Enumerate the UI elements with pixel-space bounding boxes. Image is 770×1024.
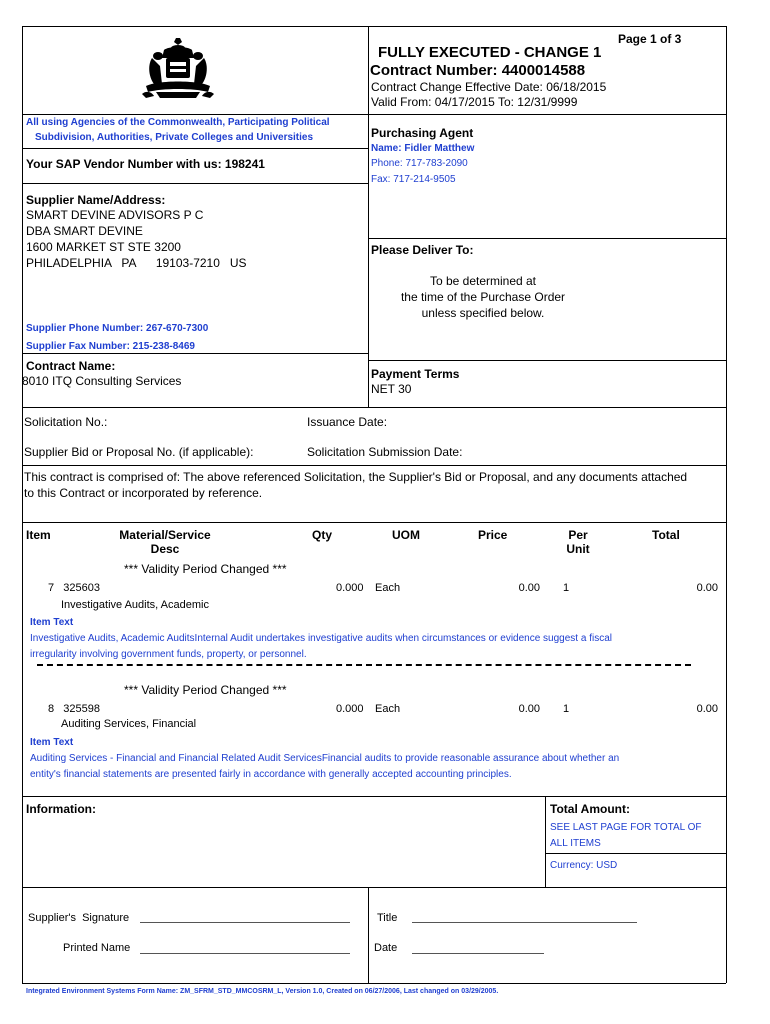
col-header-uom: UOM [392,528,420,542]
item-text-label: Item Text [30,737,74,748]
supplier-address-line: 1600 MARKET ST STE 3200 [26,240,181,254]
rule-full-signatures [22,887,726,888]
suppliers-signature-line[interactable] [140,922,350,923]
col-header-per-unit: Per Unit [566,528,590,556]
title-line[interactable] [412,922,637,923]
comprised-of-text [24,469,724,501]
title-label: Title [377,912,398,924]
rule-right-agent [368,114,726,115]
comprised-of-line1: This contract is comprised of: The above referenced Solicitation, the Supplier's Bid or Proposal, and any documents attached [24,470,688,484]
rule-full-table-head [22,522,726,523]
date-label: Date [374,942,398,954]
item-text-body: Auditing Services - Financial and Financial Related Audit ServicesFinancial audits to provide reasonable assurance about whether an entity's financial statements are presented fairly in accordance with generally accepted accounting principles. [30,753,620,780]
rule-left-supplier [22,183,368,184]
issuance-date: Issuance Date: [307,415,388,429]
rule-right-deliver [368,238,726,239]
printed-name-line[interactable] [140,953,350,954]
rule-right-payment [368,360,726,361]
page-indicator: Page 1 of 3 [618,32,682,46]
deliver-to-line: unless specified below. [421,306,545,320]
row-description: Investigative Audits, Academic [61,599,209,611]
total-amount-heading: Total Amount: [550,802,630,816]
contract-name-heading: Contract Name: [26,359,116,373]
rule-left-vendor [22,148,368,149]
frame-left [22,26,23,983]
supplier-heading: Supplier Name/Address: [26,193,166,207]
deliver-to-text [368,273,598,321]
row-total: 0.00 [696,582,718,594]
supplier-address-line: PHILADELPHIA PA 19103-7210 US [26,256,247,270]
suppliers-signature-label: Supplier's Signature [28,912,130,924]
agencies-note-line2: Subdivision, Authorities, Private Colleges and Universities [35,132,314,143]
row-per: 1 [563,582,570,594]
solicitation-no: Solicitation No.: [24,415,108,429]
row-qty: 0.000 [336,703,364,715]
deliver-to-heading: Please Deliver To: [371,243,474,257]
contract-number: 4400014588 [501,62,586,79]
row-per: 1 [563,703,570,715]
frame-bottom [22,983,726,984]
contract-name-value: 8010 ITQ Consulting Services [22,374,182,388]
row-price: 0.00 [518,582,540,594]
col-header-qty: Qty [312,528,333,542]
row-qty: 0.000 [336,582,364,594]
supplier-phone: Supplier Phone Number: 267-670-7300 [26,323,209,334]
currency: Currency: USD [550,860,618,871]
divider-signatures [368,887,369,983]
row-total: 0.00 [696,703,718,715]
change-effective-date: Contract Change Effective Date: 06/18/2015 [371,80,607,94]
deliver-to-line: To be determined at [429,274,537,288]
rule-currency [545,853,726,854]
agencies-note-line1: All using Agencies of the Commonwealth, Participating Political [26,117,330,128]
frame-right [726,26,727,983]
form-footer: Integrated Environment Systems Form Name: ZM_SFRM_STD_MMCOSRM_L, Version 1.0, Created on 06/27/2006, Last changed on 03/29/2005. [26,988,499,995]
validity-changed-note: *** Validity Period Changed *** [124,562,287,576]
sap-vendor-number: Your SAP Vendor Number with us: 198241 [26,157,265,171]
rule-full-solicit [22,407,726,408]
rule-full-information [22,796,726,797]
row-price: 0.00 [518,703,540,715]
divider-total [545,796,546,887]
payment-terms-value: NET 30 [371,382,412,396]
supplier-address [26,207,247,271]
divider-upper [368,26,369,407]
rule-full-comprised [22,465,726,466]
validity-changed-note: *** Validity Period Changed *** [124,683,287,697]
item-text-body: Investigative Audits, Academic AuditsInternal Audit undertakes investigative audits when circumstances or evidence suggest a fiscal irregularity involving government funds, property, or personnel. [30,633,612,660]
date-line[interactable] [412,953,544,954]
contract-number-line [370,62,585,79]
col-header-desc: Material/Service Desc [119,528,211,556]
row-item-number: 8 325598 [48,703,100,715]
row-item-number: 7 325603 [48,582,100,594]
col-header-price: Price [478,528,508,542]
total-amount-note: SEE LAST PAGE FOR TOTAL OF ALL ITEMS [550,822,702,849]
valid-from-to: Valid From: 04/17/2015 To: 12/31/9999 [371,95,578,109]
purchasing-agent-name: Name: Fidler Matthew [371,143,475,154]
purchasing-agent-fax: Fax: 717-214-9505 [371,174,456,185]
supplier-bid-no: Supplier Bid or Proposal No. (if applicable): [24,445,254,459]
information-heading: Information: [26,802,96,816]
row-uom: Each [375,703,401,715]
supplier-address-line: SMART DEVINE ADVISORS P C [26,208,204,222]
row-uom: Each [375,582,401,594]
frame-top [22,26,726,27]
contract-number-label: Contract Number: [370,62,498,79]
item-text-label: Item Text [30,617,74,628]
item-separator [37,664,691,666]
commonwealth-seal-icon [138,36,218,100]
purchasing-agent-phone: Phone: 717-783-2090 [371,158,468,169]
supplier-address-line: DBA SMART DEVINE [26,224,143,238]
payment-terms-heading: Payment Terms [371,367,460,381]
row-description: Auditing Services, Financial [61,718,197,730]
printed-name-label: Printed Name [63,942,131,954]
document-title: FULLY EXECUTED - CHANGE 1 [378,44,602,61]
col-header-item: Item [26,528,51,542]
purchasing-agent-heading: Purchasing Agent [371,126,474,140]
col-header-total: Total [652,528,680,542]
deliver-to-line: the time of the Purchase Order [400,290,566,304]
supplier-fax: Supplier Fax Number: 215-238-8469 [26,341,195,352]
rule-left-contract [22,353,368,354]
solicitation-submission-date: Solicitation Submission Date: [307,445,463,459]
rule-left-agencies [22,114,368,115]
comprised-of-line2: to this Contract or incorporated by reference. [24,486,263,500]
